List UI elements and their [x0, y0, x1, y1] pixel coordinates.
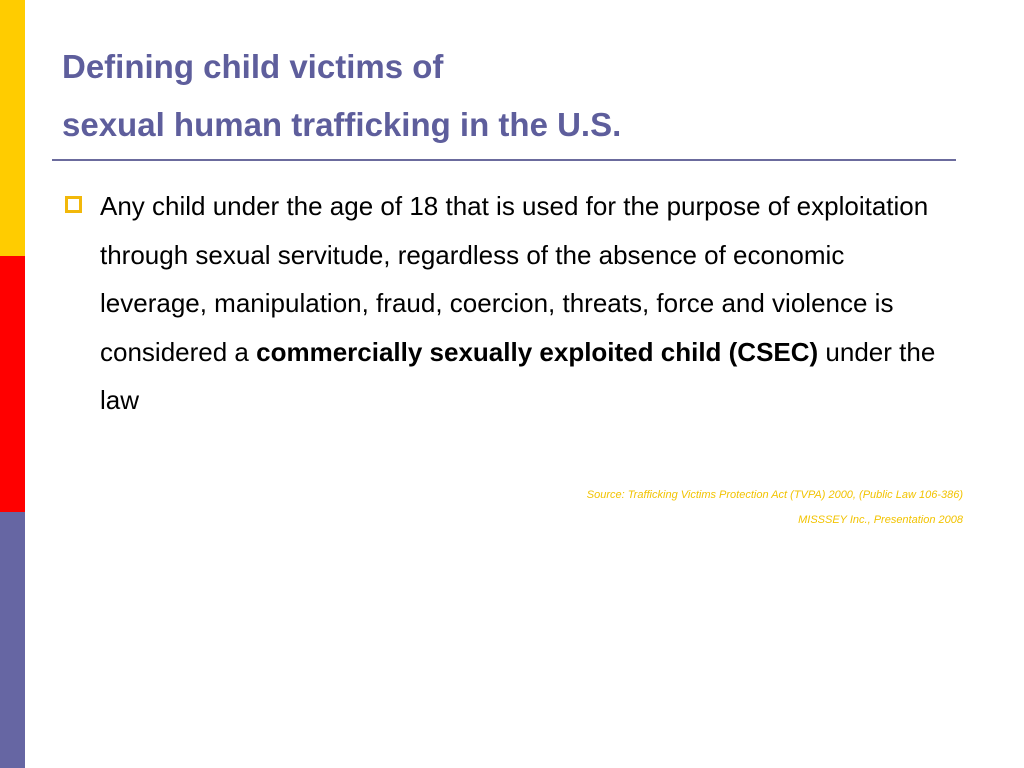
slide-title-line-2: sexual human trafficking in the U.S. [62, 106, 622, 143]
source-line-1: Source: Trafficking Victims Protection Act (TVPA) 2000, (Public Law 106-386) [586, 489, 963, 501]
bullet-text-part-1: Any child under the age of 18 that is used for the purpose of exploitation through sexual servitude, regardless of the absence of economic leverage, manipulation, fraud, coercion, threats, force and violence is considered a [100, 191, 929, 367]
side-bar-yellow-segment [0, 0, 25, 256]
bullet-text [100, 182, 940, 425]
side-color-bar [0, 0, 25, 768]
square-bullet-icon [65, 196, 82, 213]
source-line-2: MISSSEY Inc., Presentation 2008 [798, 514, 963, 526]
bullet-text-bold: commercially sexually exploited child (CSEC) [256, 336, 819, 367]
side-bar-red-segment [0, 256, 25, 512]
slide-title [62, 38, 962, 154]
source-citation [363, 483, 963, 533]
bullet-text-part-2: under the law [100, 336, 936, 415]
side-bar-purple-segment [0, 512, 25, 768]
title-divider [52, 159, 956, 161]
slide-title-line-1: Defining child victims of [62, 48, 444, 85]
